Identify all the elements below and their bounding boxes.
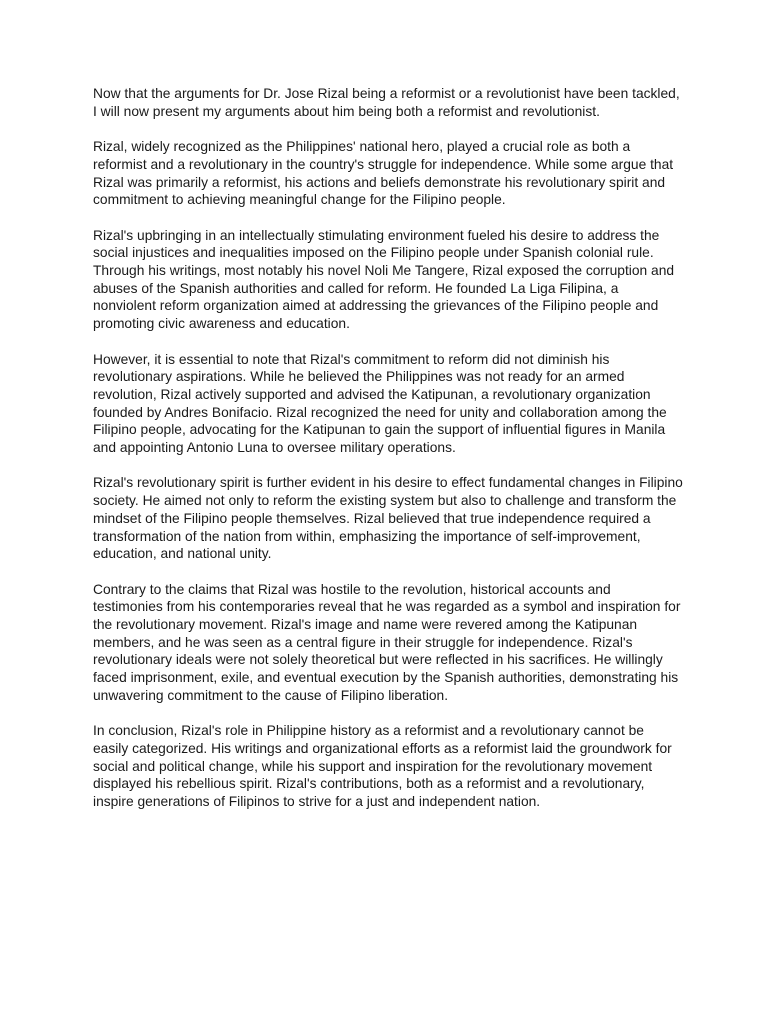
document-page bbox=[93, 85, 683, 828]
paragraph-intro: Now that the arguments for Dr. Jose Rizal being a reformist or a revolutionist have been tackled, I will now present my arguments about him being both a reformist and revolutionist. bbox=[93, 86, 680, 119]
paragraph-upbringing: Rizal's upbringing in an intellectually stimulating environment fueled his desire to address the social injustices and inequalities imposed on the Filipino people under Spanish colonial rule. Through his writings, most notably his novel Noli Me Tangere, Rizal exposed the corruption and abuses of the Spanish authorities and called for reform. He founded La Liga Filipina, a nonviolent reform organization aimed at addressing the grievances of the Filipino people and promoting civic awareness and education. bbox=[93, 227, 675, 332]
paragraph-national-hero: Rizal, widely recognized as the Philippines' national hero, played a crucial role as both a reformist and a revolutionary in the country's struggle for independence. While some argue that Rizal was primarily a reformist, his actions and beliefs demonstrate his revolutionary spirit and commitment to achieving meaningful change for the Filipino people. bbox=[93, 139, 674, 208]
paragraph-symbol-inspiration: Contrary to the claims that Rizal was hostile to the revolution, historical accounts and testimonies from his contemporaries reveal that he was regarded as a symbol and inspiration for the revolutionary movement. Rizal's image and name were revered among the Katipunan members, and he was seen as a central figure in their struggle for independence. Rizal's revolutionary ideals were not solely theoretical but were reflected in his sacrifices. He willingly faced imprisonment, exile, and eventual execution by the Spanish authorities, demonstrating his unwavering commitment to the cause of Filipino liberation. bbox=[93, 581, 681, 703]
paragraph-conclusion: In conclusion, Rizal's role in Philippine history as a reformist and a revolutionary cannot be easily categorized. His writings and organizational efforts as a reformist laid the groundwork for social and political change, while his support and inspiration for the revolutionary movement displayed his rebellious spirit. Rizal's contributions, both as a reformist and a revolutionary, inspire generations of Filipinos to strive for a just and independent nation. bbox=[93, 723, 672, 810]
paragraph-katipunan: However, it is essential to note that Rizal's commitment to reform did not diminish his revolutionary aspirations. While he believed the Philippines was not ready for an armed revolution, Rizal actively supported and advised the Katipunan, a revolutionary organization founded by Andres Bonifacio. Rizal recognized the need for unity and collaboration among the Filipino people, advocating for the Katipunan to gain the support of influential figures in Manila and appointing Antonio Luna to oversee military operations. bbox=[93, 351, 667, 456]
paragraph-revolutionary-spirit: Rizal's revolutionary spirit is further evident in his desire to effect fundamental changes in Filipino society. He aimed not only to reform the existing system but also to challenge and transform the mindset of the Filipino people themselves. Rizal believed that true independence required a transformation of the nation from within, emphasizing the importance of self-improvement, education, and national unity. bbox=[93, 475, 683, 562]
